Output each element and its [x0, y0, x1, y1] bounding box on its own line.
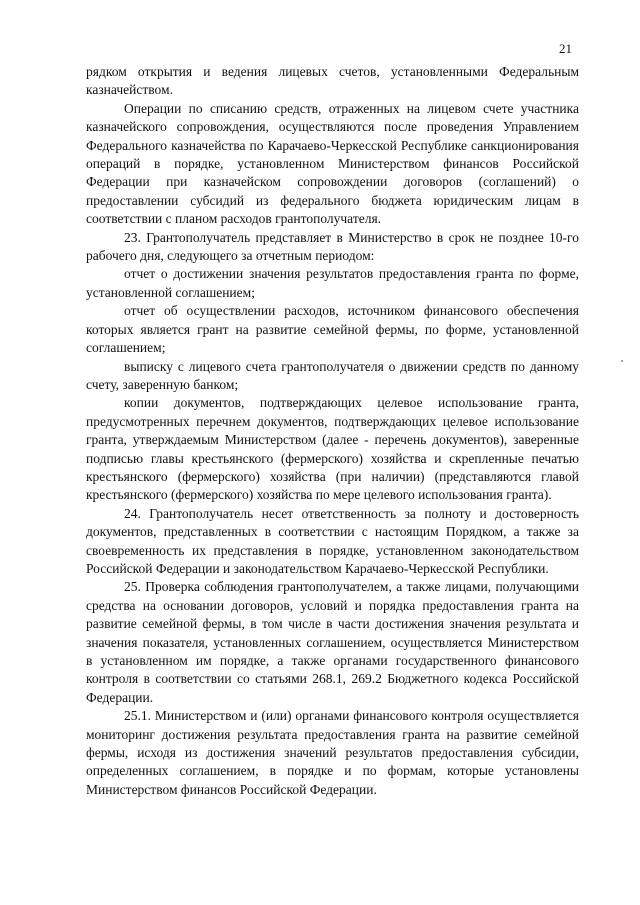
paragraph-expenses-report: отчет об осуществлении расходов, источником финансового обеспечения которых является грант на развитие семейной фермы, по форме, установленной соглашением; [86, 303, 579, 356]
paragraph-operations: Операции по списанию средств, отраженных на лицевом счете участника казначейского сопровождения, осуществляются после проведения Управлением Федерального казначейства по Карачаево-Черкесской Республике санкционирования операций в порядке, установленном Министерством финансов Российской Федерации при казначейском сопровождении договоров (соглашений) о предоставлении субсидий из федерального бюджета юридическим лицам в соответствии с планом расходов грантополучателя. [86, 100, 579, 227]
document-body [86, 63, 579, 799]
paragraph-results-report: отчет о достижении значения результатов предоставления гранта по форме, установленной соглашением; [86, 266, 579, 300]
paragraph-document-copies: копии документов, подтверждающих целевое использование гранта, предусмотренных перечнем документов, подтверждающих целевое использование гранта, утверждаемым Министерством (далее - перечень документов), заверенные подписью главы крестьянского (фермерского) хозяйства и скрепленные печатью крестьянского (фермерского) хозяйства (при наличии) (представляются главой крестьянского (фермерского) хозяйства по мере целевого использования гранта). [86, 395, 579, 503]
paragraph-continuation: рядком открытия и ведения лицевых счетов, установленными Федеральным казначейством. [86, 64, 579, 98]
margin-dot [621, 360, 623, 362]
paragraph-item-24: 24. Грантополучатель несет ответственность за полноту и достоверность документов, представленных в соответствии с настоящим Порядком, а также за своевременность их представления в порядке, установленном законодательством Российской Федерации и законодательством Карачаево-Черкесской Республики. [86, 505, 579, 576]
paragraph-item-25-1: 25.1. Министерством и (или) органами финансового контроля осуществляется мониторинг достижения результата предоставления гранта на развитие семейной фермы, исходя из достижения значений результатов предоставления субсидии, определенных соглашением, в порядке и по формам, которые установлены Министерством финансов Российской Федерации. [86, 708, 579, 797]
paragraph-bank-statement: выписку с лицевого счета грантополучателя о движении средств по данному счету, заверенную банком; [86, 358, 579, 392]
paragraph-item-23: 23. Грантополучатель представляет в Министерство в срок не позднее 10-го рабочего дня, следующего за отчетным периодом: [86, 229, 579, 264]
paragraph-item-25: 25. Проверка соблюдения грантополучателем, а также лицами, получающими средства на основании договоров, условий и порядка предоставления гранта на развитие семейной фермы, в том числе в части достижения значения результата и значения показателя, установленных соглашением, осуществляется Министерством в установленном им порядке, а также органами государственного финансового контроля в соответствии со статьями 268.1, 269.2 Бюджетного кодекса Российской Федерации. [86, 579, 579, 705]
page-number: 21 [559, 41, 572, 56]
